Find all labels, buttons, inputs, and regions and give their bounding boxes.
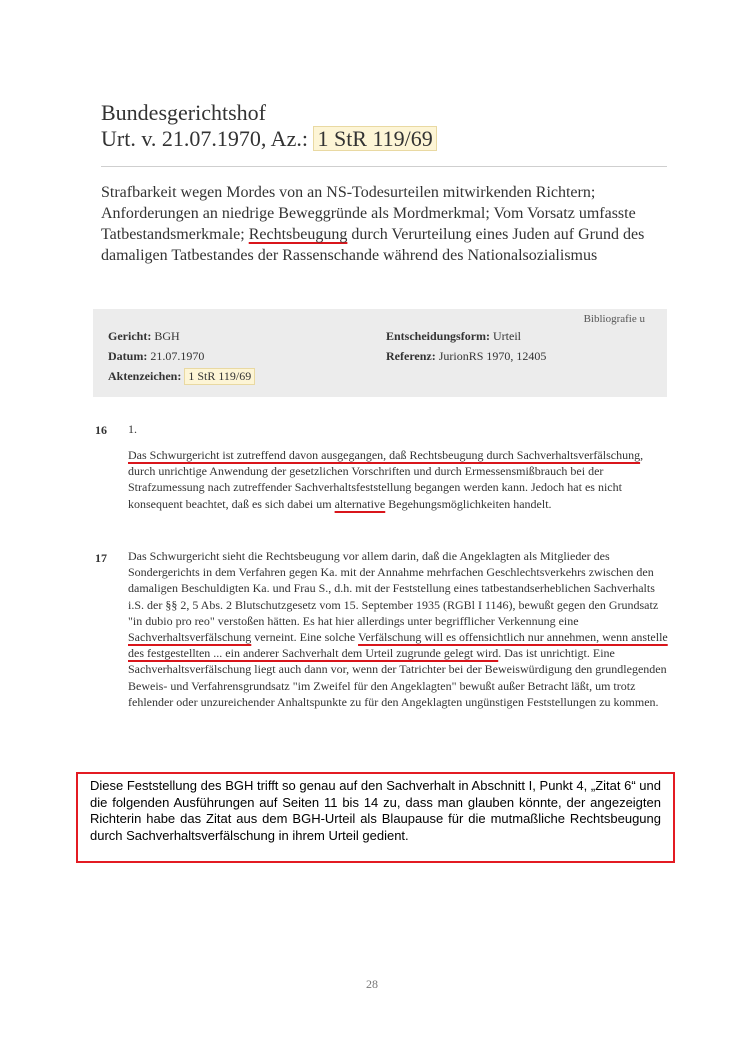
para17-text-2: verneint. Eine solche: [251, 630, 359, 645]
para17-highlight-2: Verfälschung will es offensichtlich nur annehmen, wenn anstelle des festgestellten ... ein anderer Sachverhalt dem Urteil zugrunde gelegt wird: [128, 630, 668, 661]
datum-label: Datum:: [108, 349, 148, 363]
aktenzeichen-label: Aktenzeichen:: [108, 369, 182, 383]
entscheidungsform-value: Urteil: [493, 329, 522, 343]
entscheidungsform-label: Entscheidungsform:: [386, 329, 491, 343]
para16-text-1: , durch unrichtige Anwendung der gesetzlichen Vorschriften und durch Ermessensmißbrauch bei der Strafzumessung nach zutreffender Sachverhaltsfeststellung begangen werden kann. Jedoch hat es nicht konsequent beachtet, daß es sich dabei um: [128, 448, 644, 511]
metadata-box: [93, 309, 667, 397]
judgment-reference: [101, 125, 667, 153]
summary-highlight: Rechtsbeugung: [248, 226, 348, 243]
page-number: 28: [366, 977, 378, 991]
court-name: Bundesgerichtshof: [101, 100, 266, 125]
document-header: [101, 101, 667, 153]
para17-text-3: . Das ist unrichtigt. Eine Sachverhaltsverfälschung liegt auch dann vor, wenn der Tatrichter bei der Beweiswürdigung den grundlegenden Beweis- und Verfahrensgrundsatz "im Zweifel für den Angeklagten" bewußt außer Betracht läßt, um trotz fehlender oder unzureichender Anhaltspunkte zu für den Angeklagten ungünstigen Feststellungen zu kommen.: [128, 646, 667, 709]
referenz-value: JurionRS 1970, 12405: [438, 349, 547, 363]
para17-text-1: Das Schwurgericht sieht die Rechtsbeugung vor allem darin, daß die Angeklagten als Mitglieder des Sondergerichts in dem Verfahren gegen Ka. mit der Annahme mehrfachen Geschlechtsverkehrs zwischen den damaligen Beschuldigten Ka. und Frau S., d.h. mit der Feststellung eines tatbestandserheblichen Sachverhalts i.S. der §§ 2, 5 Abs. 2 Blutschutzgesetz vom 15. September 1935 (RGBl I 1146), bewußt gegen den Grundsatz "in dubio pro reo" verstoßen hätten. Es hat hier allerdings unter begrifflicher Verkennung eine: [128, 549, 659, 628]
para17-highlight-1: Sachverhaltsverfälschung: [128, 630, 252, 645]
referenz-label: Referenz:: [386, 349, 436, 363]
header-divider: [101, 166, 667, 167]
meta-aktenzeichen: [108, 368, 255, 385]
judgment-date: Urt. v. 21.07.1970, Az.:: [101, 126, 308, 151]
case-summary: [101, 182, 667, 266]
para16-highlight-1: Das Schwurgericht ist zutreffend davon ausgegangen, daß Rechtsbeugung durch Sachverhaltsverfälschung: [128, 448, 641, 462]
paragraph-body: [128, 548, 668, 710]
aktenzeichen-badge[interactable]: 1 StR 119/69: [184, 368, 255, 385]
para16-text-2: Begehungsmöglichkeiten handelt.: [385, 496, 552, 511]
meta-entscheidungsform: [386, 329, 521, 344]
paragraph-number: 17: [95, 551, 107, 565]
gericht-value: BGH: [154, 329, 180, 343]
datum-value: 21.07.1970: [150, 349, 205, 363]
gericht-label: Gericht:: [108, 329, 152, 343]
meta-referenz: [386, 349, 546, 364]
summary-text-1: Strafbarkeit wegen Mordes von an NS-Todesurteilen mitwirkenden Richtern; Anforderungen an niedrige Beweggründe als Mordmerkmal; Vom Vorsatz umfasste Tatbestandsmerkmale;: [101, 184, 636, 243]
paragraph-number: 16: [95, 423, 107, 437]
paragraph-heading: 1.: [128, 422, 137, 436]
meta-gericht: [108, 329, 180, 344]
annotation-callout: Diese Feststellung des BGH trifft so genau auf den Sachverhalt in Abschnitt I, Punkt 4, „Zitat 6“ und die folgenden Ausführungen auf Seiten 11 bis 14 zu, dass man glauben könnte, der angezeigten Richterin habe das Zitat aus dem BGH-Urteil als Blaupause für die mutmaßliche Rechtsbeugung durch Sachverhaltsverfälschung in ihrem Urteil gedient.: [76, 772, 675, 863]
case-number-badge[interactable]: 1 StR 119/69: [313, 126, 436, 151]
para16-highlight-2: alternative: [334, 496, 386, 511]
paragraph-body: [128, 447, 668, 512]
bibliography-link[interactable]: Bibliografie u: [583, 313, 645, 325]
meta-datum: [108, 349, 204, 364]
summary-text-2: durch Verurteilung eines Juden auf Grund des damaligen Tatbestandes der Rassenschande während des Nationalsozialismus: [101, 226, 645, 264]
